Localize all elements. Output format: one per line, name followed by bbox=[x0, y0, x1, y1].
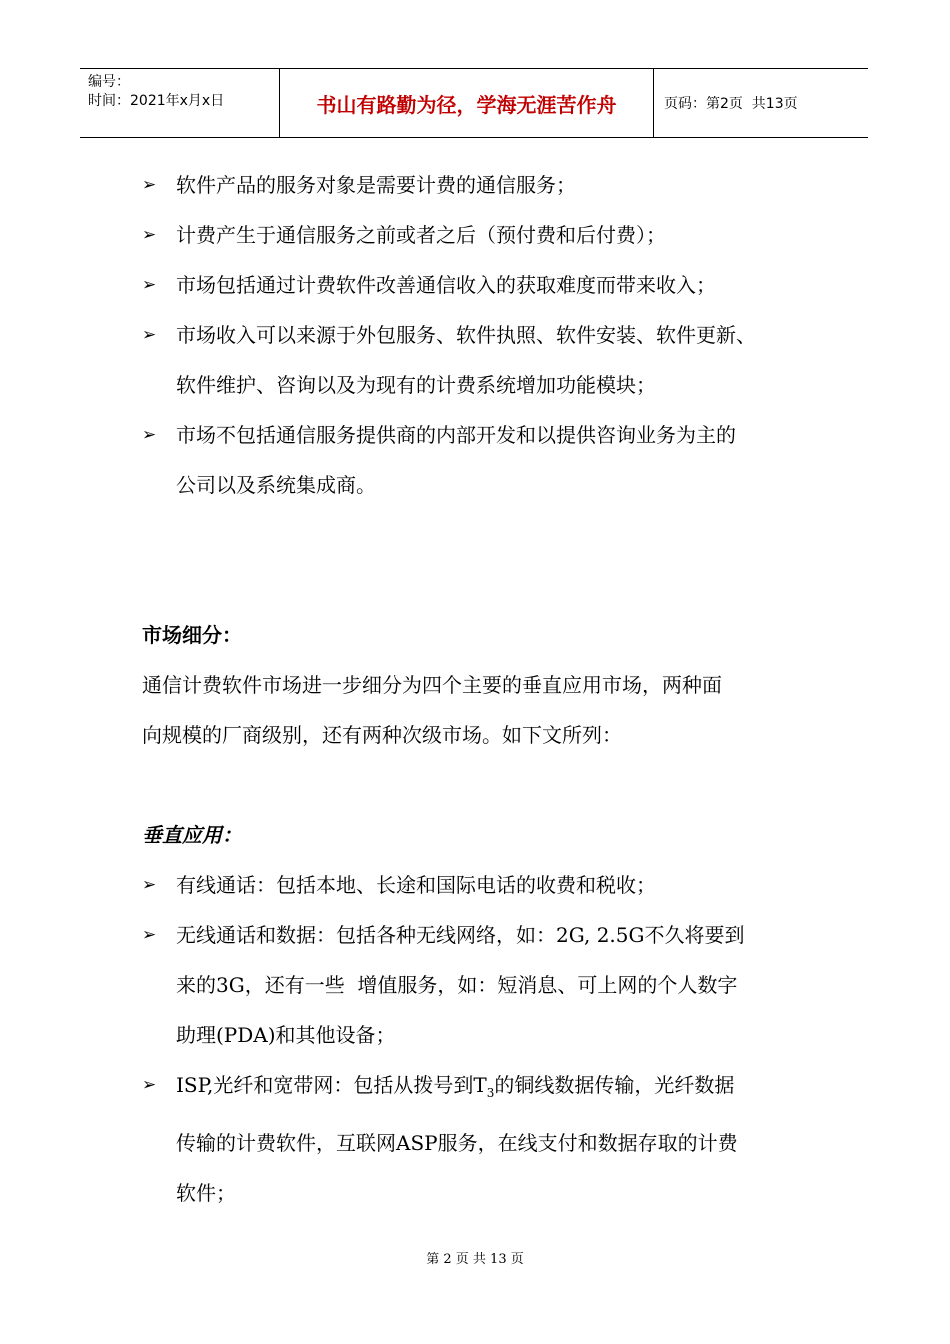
paragraph bbox=[142, 660, 842, 760]
document-time: 时间：2021年x月x日 bbox=[88, 93, 225, 109]
page-header bbox=[80, 68, 868, 138]
document-body bbox=[142, 160, 842, 1218]
list-item bbox=[142, 410, 842, 510]
list-item-text: 来的3G，还有一些 增值服务，如：短消息、可上网的个人数字 bbox=[176, 973, 738, 997]
paragraph-line: 通信计费软件市场进一步细分为四个主要的垂直应用市场，两种面 bbox=[142, 673, 722, 697]
arrow-bullet-icon: ➢ bbox=[142, 225, 157, 245]
arrow-bullet-icon: ➢ bbox=[142, 1075, 157, 1095]
list-item bbox=[142, 160, 842, 210]
list-item bbox=[142, 260, 842, 310]
list-item-text: 无线通话和数据：包括各种无线网络，如：2G, 2.5G不久将要到 bbox=[176, 923, 745, 947]
paragraph-line: 向规模的厂商级别，还有两种次级市场。如下文所列： bbox=[142, 723, 622, 747]
list-item-text: 市场不包括通信服务提供商的内部开发和以提供咨询业务为主的 bbox=[176, 423, 736, 447]
list-item bbox=[142, 1060, 842, 1218]
list-item-text: 计费产生于通信服务之前或者之后（预付费和后付费）； bbox=[176, 223, 666, 247]
list-item-text: 有线通话：包括本地、长途和国际电话的收费和税收； bbox=[176, 873, 656, 897]
page-footer: 第 2 页 共 13 页 bbox=[426, 1252, 524, 1267]
list-item-text: 软件产品的服务对象是需要计费的通信服务； bbox=[176, 173, 576, 197]
section-heading-segmentation: 市场细分： bbox=[142, 623, 242, 647]
list-item-text: 传输的计费软件，互联网ASP服务，在线支付和数据存取的计费 bbox=[176, 1131, 738, 1155]
list-item bbox=[142, 210, 842, 260]
list-item-text-part: ISP,光纤和宽带网：包括从拨号到T bbox=[176, 1073, 487, 1097]
arrow-bullet-icon: ➢ bbox=[142, 175, 157, 195]
document-number-label: 编号： bbox=[88, 74, 130, 90]
list-item-text: 助理(PDA)和其他设备； bbox=[176, 1023, 396, 1047]
header-motto: 书山有路勤为径，学海无涯苦作舟 bbox=[280, 69, 654, 137]
list-item bbox=[142, 310, 842, 410]
list-item-text: 软件； bbox=[176, 1181, 236, 1205]
arrow-bullet-icon: ➢ bbox=[142, 325, 157, 345]
section-heading-vertical: 垂直应用： bbox=[142, 823, 242, 847]
list-item-text bbox=[176, 1060, 842, 1118]
arrow-bullet-icon: ➢ bbox=[142, 275, 157, 295]
list-item-text: 市场收入可以来源于外包服务、软件执照、软件安装、软件更新、 bbox=[176, 323, 756, 347]
page-info-text: 页码：第2页 共13页 bbox=[664, 96, 798, 112]
list-item-text: 公司以及系统集成商。 bbox=[176, 473, 376, 497]
header-meta bbox=[80, 69, 280, 137]
list-item bbox=[142, 910, 842, 1060]
list-item-text: 软件维护、咨询以及为现有的计费系统增加功能模块； bbox=[176, 373, 656, 397]
list-item-text: 市场包括通过计费软件改善通信收入的获取难度而带来收入； bbox=[176, 273, 716, 297]
arrow-bullet-icon: ➢ bbox=[142, 875, 157, 895]
list-item bbox=[142, 860, 842, 910]
arrow-bullet-icon: ➢ bbox=[142, 425, 157, 445]
list-item-text-part: 的铜线数据传输，光纤数据 bbox=[494, 1073, 735, 1097]
subscript: 3 bbox=[486, 1086, 495, 1100]
arrow-bullet-icon: ➢ bbox=[142, 925, 157, 945]
header-page-info bbox=[654, 69, 868, 137]
